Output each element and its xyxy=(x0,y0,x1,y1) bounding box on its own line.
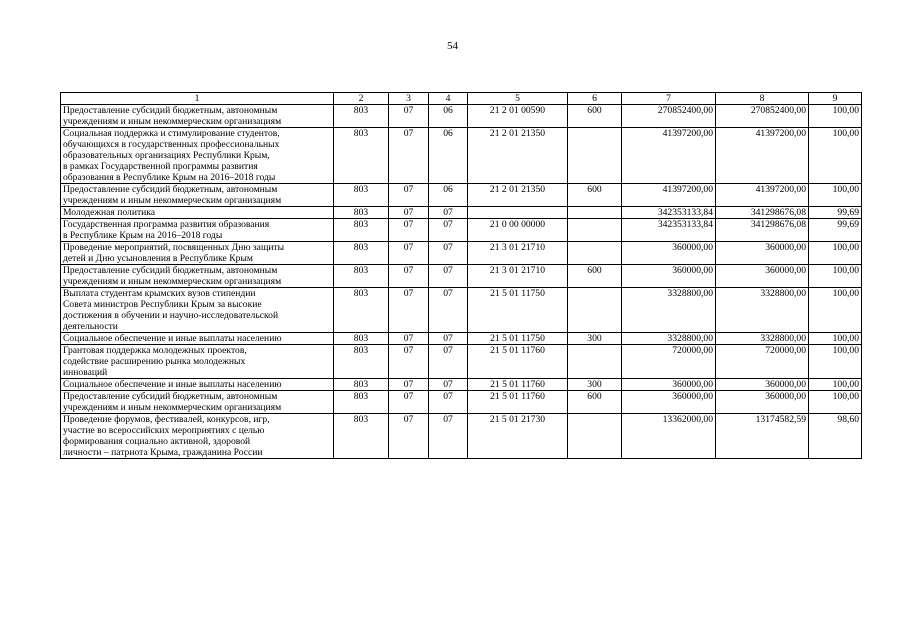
row-name xyxy=(61,207,334,219)
expense-type-code: 300 xyxy=(568,379,622,391)
target-article-code: 21 3 01 21710 xyxy=(468,242,568,265)
execution-percent: 100,00 xyxy=(809,288,862,333)
executed-amount: 341298676,08 xyxy=(716,219,809,242)
executed-amount: 360000,00 xyxy=(716,379,809,391)
table-row xyxy=(61,242,862,265)
chapter-code: 803 xyxy=(334,333,389,345)
row-name-line: учреждениям и иным некоммерческим организациям xyxy=(63,116,282,127)
column-header: 2 xyxy=(334,93,389,105)
page-number: 54 xyxy=(447,40,458,52)
target-article-code: 21 5 01 11750 xyxy=(468,288,568,333)
row-name-line: Предоставление субсидий бюджетным, автономным xyxy=(63,105,278,116)
target-article-code: 21 2 01 21350 xyxy=(468,128,568,184)
expense-type-code xyxy=(568,242,622,265)
section-code: 07 xyxy=(389,345,429,379)
column-header: 4 xyxy=(429,93,468,105)
approved-amount: 360000,00 xyxy=(622,242,716,265)
row-name-line: инноваций xyxy=(63,367,108,378)
chapter-code: 803 xyxy=(334,207,389,219)
row-name-line: Грантовая поддержка молодежных проектов, xyxy=(63,345,247,356)
target-article-code: 21 2 01 21350 xyxy=(468,184,568,207)
row-name-line: достижения в обучении и научно-исследовательской xyxy=(63,310,279,321)
row-name-line: формирования социально активной, здоровой xyxy=(63,436,251,447)
execution-percent: 99,69 xyxy=(809,219,862,242)
row-name-line: Социальное обеспечение и иные выплаты населению xyxy=(63,333,282,344)
row-name-line: Государственная программа развития образования xyxy=(63,219,270,230)
executed-amount: 41397200,00 xyxy=(716,128,809,184)
row-name-line: детей и Дню усыновления в Республике Крым xyxy=(63,253,253,264)
section-code: 07 xyxy=(389,242,429,265)
executed-amount: 360000,00 xyxy=(716,391,809,414)
row-name-line: в Республике Крым на 2016–2018 годы xyxy=(63,230,223,241)
executed-amount: 3328800,00 xyxy=(716,288,809,333)
section-code: 07 xyxy=(389,391,429,414)
approved-amount: 41397200,00 xyxy=(622,128,716,184)
expense-type-code: 600 xyxy=(568,184,622,207)
row-name xyxy=(61,128,334,184)
subsection-code: 07 xyxy=(429,414,468,459)
expense-type-code xyxy=(568,128,622,184)
execution-percent: 98,60 xyxy=(809,414,862,459)
subsection-code: 07 xyxy=(429,379,468,391)
execution-percent: 100,00 xyxy=(809,184,862,207)
row-name xyxy=(61,184,334,207)
row-name-line: Молодежная политика xyxy=(63,207,156,218)
expense-type-code: 600 xyxy=(568,265,622,288)
section-code: 07 xyxy=(389,105,429,128)
table-row xyxy=(61,128,862,184)
row-name-line: в рамках Государственной программы развития xyxy=(63,161,258,172)
chapter-code: 803 xyxy=(334,345,389,379)
row-name xyxy=(61,288,334,333)
expense-type-code xyxy=(568,207,622,219)
execution-percent: 100,00 xyxy=(809,391,862,414)
expense-type-code: 600 xyxy=(568,105,622,128)
column-header: 3 xyxy=(389,93,429,105)
approved-amount: 360000,00 xyxy=(622,379,716,391)
subsection-code: 06 xyxy=(429,105,468,128)
subsection-code: 07 xyxy=(429,391,468,414)
row-name xyxy=(61,219,334,242)
row-name xyxy=(61,391,334,414)
row-name-line: участие во всероссийских мероприятиях с целью xyxy=(63,425,265,436)
chapter-code: 803 xyxy=(334,105,389,128)
column-header: 6 xyxy=(568,93,622,105)
target-article-code: 21 2 01 00590 xyxy=(468,105,568,128)
row-name-line: личности – патриота Крыма, гражданина России xyxy=(63,447,263,458)
executed-amount: 360000,00 xyxy=(716,242,809,265)
table-row xyxy=(61,333,862,345)
chapter-code: 803 xyxy=(334,391,389,414)
execution-percent: 100,00 xyxy=(809,333,862,345)
section-code: 07 xyxy=(389,207,429,219)
table-body xyxy=(61,105,862,459)
table-row xyxy=(61,391,862,414)
column-header: 9 xyxy=(809,93,862,105)
approved-amount: 360000,00 xyxy=(622,391,716,414)
row-name xyxy=(61,345,334,379)
column-header: 1 xyxy=(61,93,334,105)
table-row xyxy=(61,379,862,391)
chapter-code: 803 xyxy=(334,265,389,288)
executed-amount: 720000,00 xyxy=(716,345,809,379)
row-name xyxy=(61,105,334,128)
chapter-code: 803 xyxy=(334,128,389,184)
execution-percent: 99,69 xyxy=(809,207,862,219)
target-article-code: 21 5 01 11760 xyxy=(468,345,568,379)
execution-percent: 100,00 xyxy=(809,379,862,391)
approved-amount: 720000,00 xyxy=(622,345,716,379)
expense-type-code: 600 xyxy=(568,391,622,414)
expense-type-code xyxy=(568,345,622,379)
row-name-line: содействие расширению рынка молодежных xyxy=(63,356,246,367)
row-name-line: обучающихся в государственных профессиональных xyxy=(63,139,280,150)
row-name-line: образования в Республике Крым на 2016–2018 годы xyxy=(63,172,276,183)
column-header: 5 xyxy=(468,93,568,105)
subsection-code: 07 xyxy=(429,345,468,379)
executed-amount: 13174582,59 xyxy=(716,414,809,459)
section-code: 07 xyxy=(389,128,429,184)
executed-amount: 41397200,00 xyxy=(716,184,809,207)
table-row xyxy=(61,207,862,219)
target-article-code: 21 5 01 21730 xyxy=(468,414,568,459)
section-code: 07 xyxy=(389,219,429,242)
executed-amount: 270852400,00 xyxy=(716,105,809,128)
subsection-code: 07 xyxy=(429,288,468,333)
section-code: 07 xyxy=(389,333,429,345)
row-name-line: Социальная поддержка и стимулирование студентов, xyxy=(63,128,280,139)
budget-table xyxy=(60,92,862,459)
expense-type-code xyxy=(568,414,622,459)
row-name-line: Социальное обеспечение и иные выплаты населению xyxy=(63,379,282,390)
row-name xyxy=(61,379,334,391)
column-header: 7 xyxy=(622,93,716,105)
chapter-code: 803 xyxy=(334,184,389,207)
target-article-code xyxy=(468,207,568,219)
row-name-line: Совета министров Республики Крым за высокие xyxy=(63,299,262,310)
table-row xyxy=(61,414,862,459)
expense-type-code xyxy=(568,288,622,333)
target-article-code: 21 0 00 00000 xyxy=(468,219,568,242)
row-name-line: Предоставление субсидий бюджетным, автономным xyxy=(63,184,278,195)
row-name-line: учреждениям и иным некоммерческим организациям xyxy=(63,195,282,206)
row-name-line: учреждениям и иным некоммерческим организациям xyxy=(63,402,282,413)
table-row xyxy=(61,345,862,379)
approved-amount: 342353133,84 xyxy=(622,207,716,219)
row-name-line: Предоставление субсидий бюджетным, автономным xyxy=(63,265,278,276)
chapter-code: 803 xyxy=(334,219,389,242)
table-row xyxy=(61,184,862,207)
table-header-row xyxy=(61,93,862,105)
table-row xyxy=(61,288,862,333)
chapter-code: 803 xyxy=(334,379,389,391)
approved-amount: 41397200,00 xyxy=(622,184,716,207)
target-article-code: 21 5 01 11760 xyxy=(468,379,568,391)
executed-amount: 360000,00 xyxy=(716,265,809,288)
executed-amount: 3328800,00 xyxy=(716,333,809,345)
section-code: 07 xyxy=(389,265,429,288)
row-name xyxy=(61,333,334,345)
section-code: 07 xyxy=(389,414,429,459)
table-row xyxy=(61,265,862,288)
subsection-code: 06 xyxy=(429,184,468,207)
row-name-line: Проведение форумов, фестивалей, конкурсов, игр, xyxy=(63,414,270,425)
target-article-code: 21 5 01 11750 xyxy=(468,333,568,345)
execution-percent: 100,00 xyxy=(809,345,862,379)
approved-amount: 342353133,84 xyxy=(622,219,716,242)
execution-percent: 100,00 xyxy=(809,242,862,265)
table-row xyxy=(61,105,862,128)
row-name-line: Предоставление субсидий бюджетным, автономным xyxy=(63,391,278,402)
row-name xyxy=(61,265,334,288)
row-name-line: учреждениям и иным некоммерческим организациям xyxy=(63,276,282,287)
subsection-code: 07 xyxy=(429,333,468,345)
approved-amount: 360000,00 xyxy=(622,265,716,288)
target-article-code: 21 3 01 21710 xyxy=(468,265,568,288)
table-row xyxy=(61,219,862,242)
row-name xyxy=(61,242,334,265)
approved-amount: 270852400,00 xyxy=(622,105,716,128)
subsection-code: 06 xyxy=(429,128,468,184)
chapter-code: 803 xyxy=(334,414,389,459)
executed-amount: 341298676,08 xyxy=(716,207,809,219)
section-code: 07 xyxy=(389,184,429,207)
row-name-line: Проведение мероприятий, посвященных Дню защиты xyxy=(63,242,285,253)
section-code: 07 xyxy=(389,379,429,391)
row-name-line: Выплата студентам крымских вузов стипендии xyxy=(63,288,256,299)
expense-type-code: 300 xyxy=(568,333,622,345)
execution-percent: 100,00 xyxy=(809,105,862,128)
row-name xyxy=(61,414,334,459)
target-article-code: 21 5 01 11760 xyxy=(468,391,568,414)
subsection-code: 07 xyxy=(429,265,468,288)
approved-amount: 13362000,00 xyxy=(622,414,716,459)
execution-percent: 100,00 xyxy=(809,265,862,288)
chapter-code: 803 xyxy=(334,242,389,265)
section-code: 07 xyxy=(389,288,429,333)
approved-amount: 3328800,00 xyxy=(622,333,716,345)
subsection-code: 07 xyxy=(429,219,468,242)
row-name-line: деятельности xyxy=(63,321,118,332)
row-name-line: образовательных организациях Республики Крым, xyxy=(63,150,270,161)
subsection-code: 07 xyxy=(429,207,468,219)
subsection-code: 07 xyxy=(429,242,468,265)
execution-percent: 100,00 xyxy=(809,128,862,184)
column-header: 8 xyxy=(716,93,809,105)
approved-amount: 3328800,00 xyxy=(622,288,716,333)
chapter-code: 803 xyxy=(334,288,389,333)
expense-type-code xyxy=(568,219,622,242)
